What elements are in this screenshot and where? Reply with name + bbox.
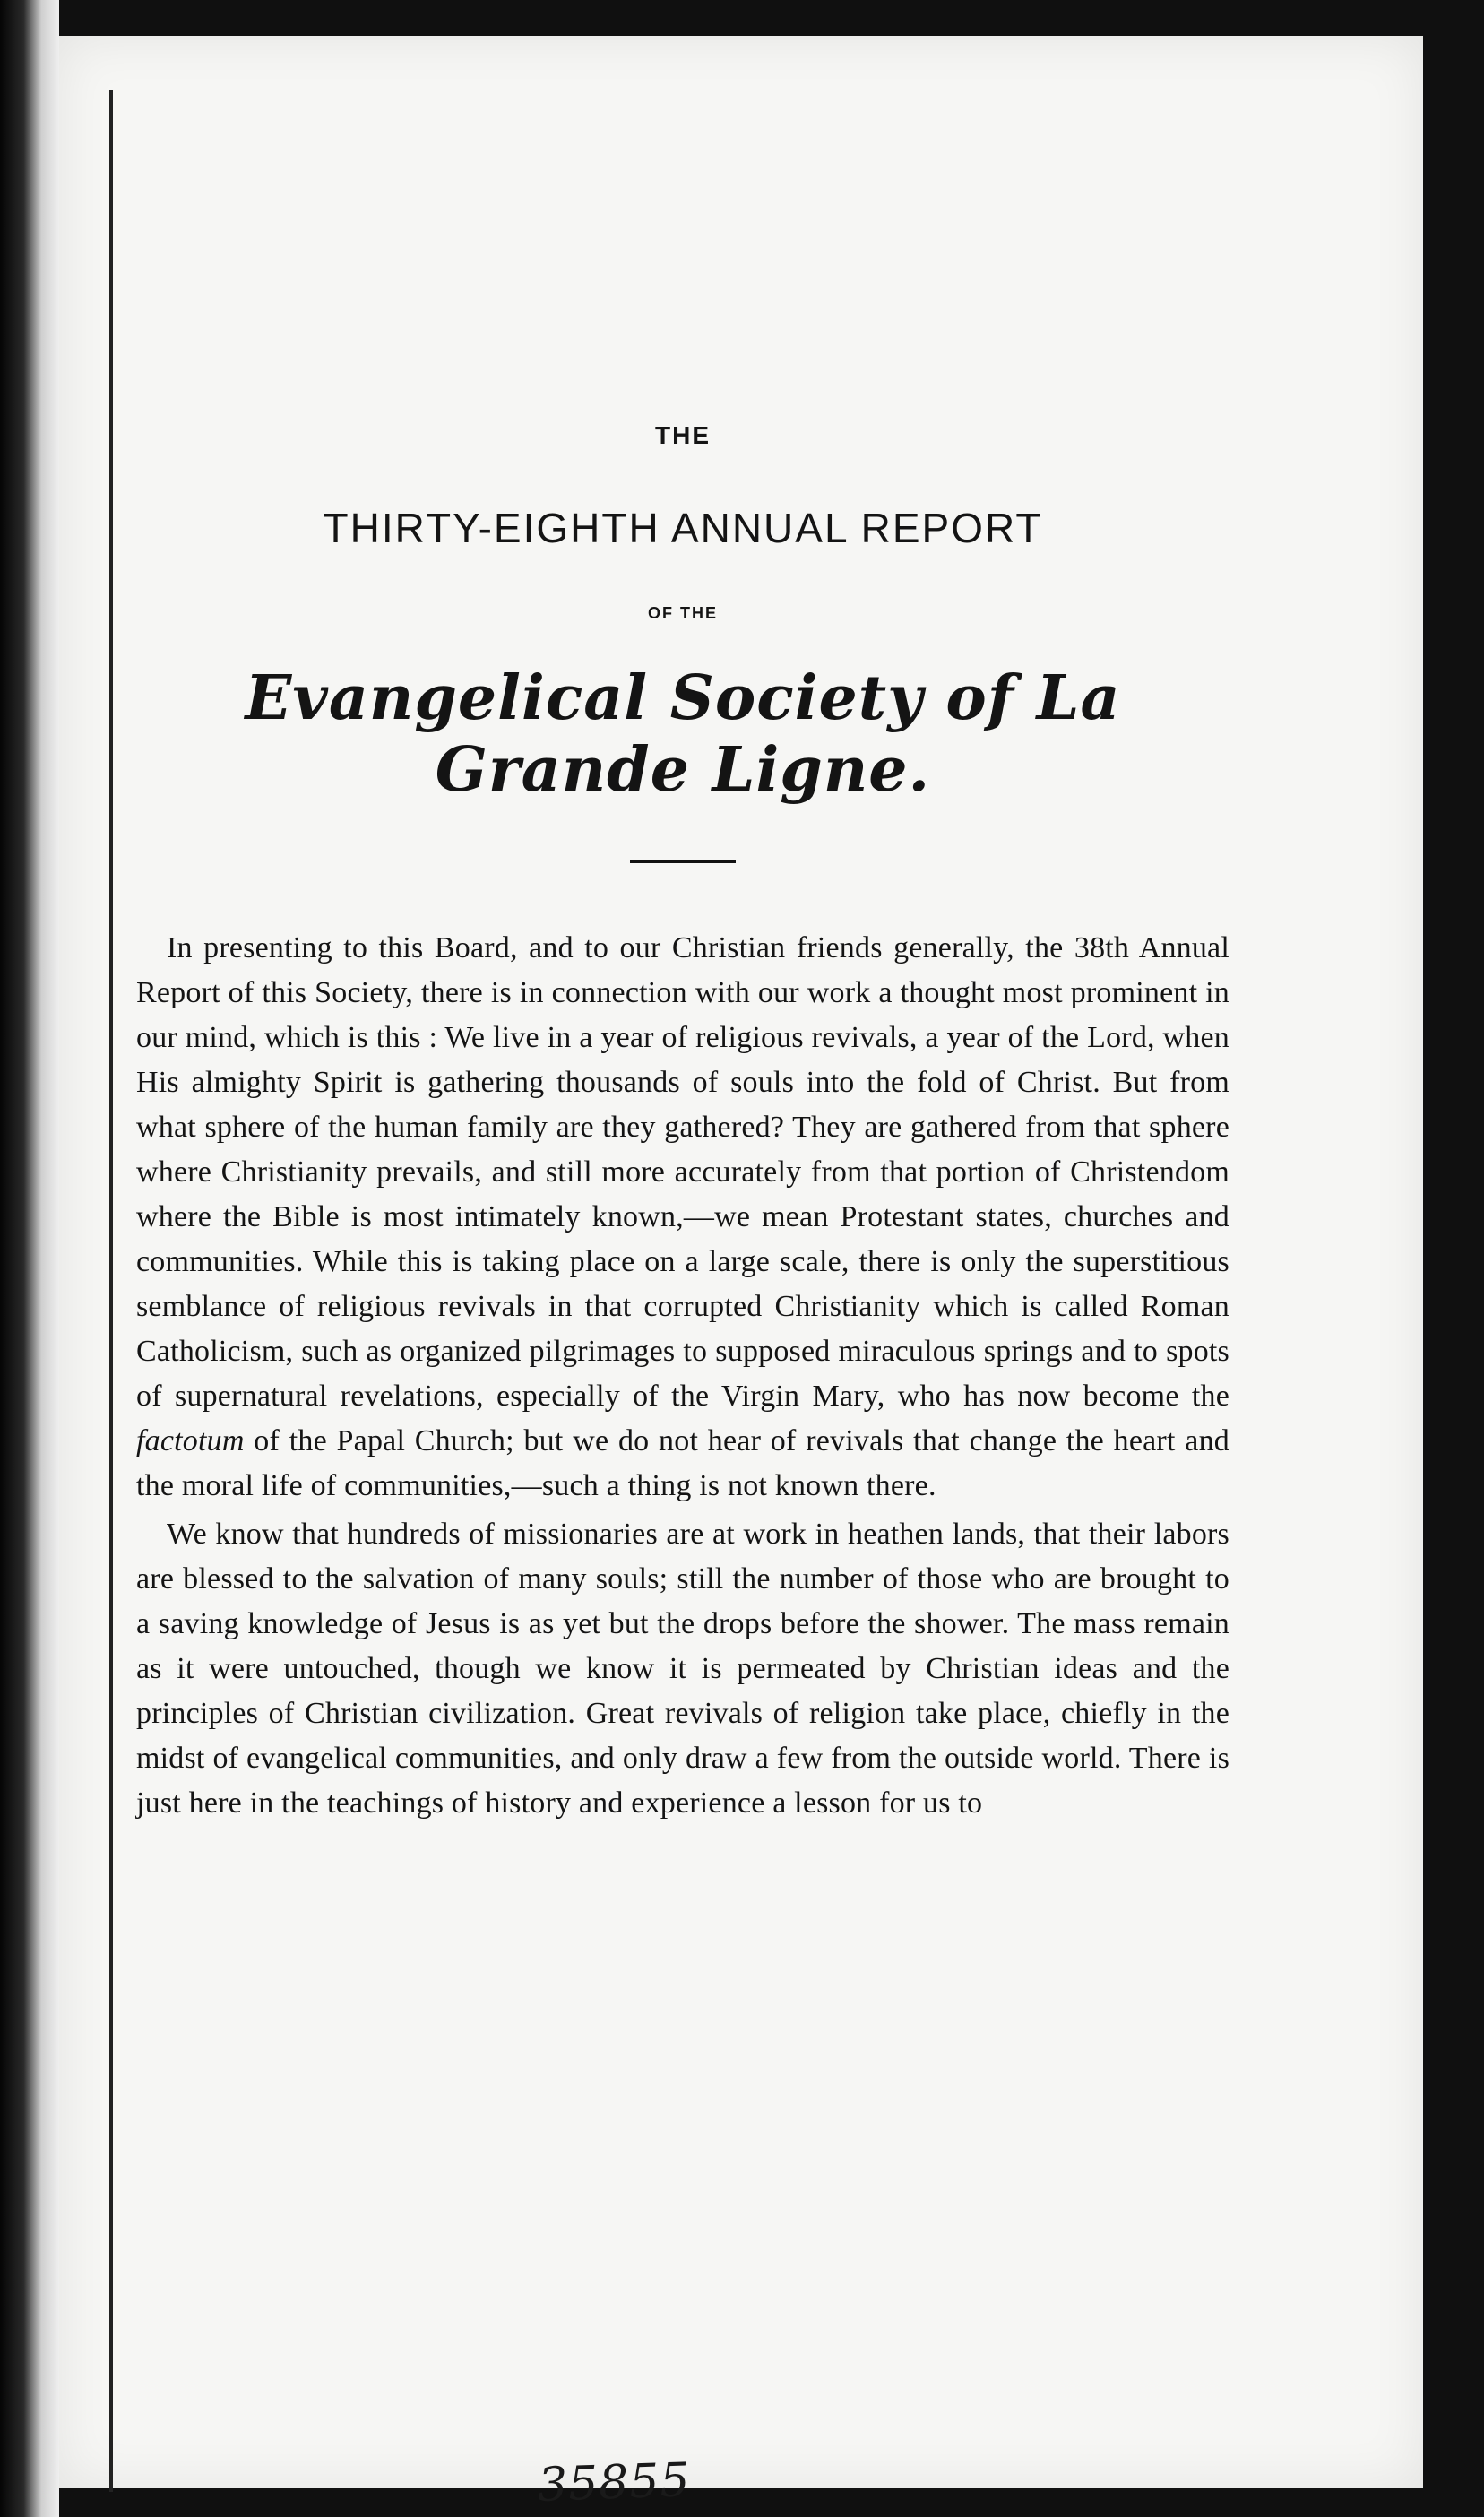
title-of-the: OF THE [648,604,718,622]
document-content [136,421,1229,1826]
title-the: THE [655,421,711,449]
title-divider [630,860,736,863]
body-text [136,926,1229,1826]
paragraph-1-end: of the Papal Church; but we do not hear of revivals that change the heart and the moral life of communities,—such a thing is not known there. [136,1424,1229,1502]
handwritten-catalog-number: 35855 [537,2453,692,2513]
page-margin-line [109,90,113,2492]
report-title: THIRTY-EIGHTH ANNUAL REPORT [323,505,1043,551]
binding-shadow [0,0,59,2517]
paragraph-1-start: In presenting to this Board, and to our Christian friends generally, the 38th Annual Report of this Society, there is in connection with our work a thought most prominent in our mind, which is this : We live in a year of religious revivals, a year of the Lord, when His almighty Spirit is gathering thousands of souls into the fold of Christ. But from what sphere of the human family are they gathered? They are gathered from that sphere where Christianity prevails, and still more accurately from that portion of Christendom where the Bible is most intimately known,—we mean Protestant states, churches and communities. While this is taking place on a large scale, there is only the superstitious semblance of religious revivals in that corrupted Christianity which is called Roman Catholicism, such as organized pilgrimages to supposed miraculous springs and to spots of supernatural revelations, especially of the Virgin Mary, who has now become the [136,931,1229,1413]
paragraph-2: We know that hundreds of missionaries are at work in heathen lands, that their labors are blessed to the salvation of many souls; still the number of those who are brought to a saving knowledge of Jesus is as yet but the drops before the shower. The mass remain as it were untouched, though we know it is permeated by Christian ideas and the principles of Christian civilization. Great revivals of religion take place, chiefly in the midst of evangelical communities, and only draw a few from the outside world. There is just here in the teachings of history and experience a lesson for us to [136,1518,1229,1820]
paragraph-1 [136,926,1229,1509]
factotum-word: factotum [136,1424,245,1457]
society-name: Evangelical Society of La Grande Ligne. [245,662,1121,806]
